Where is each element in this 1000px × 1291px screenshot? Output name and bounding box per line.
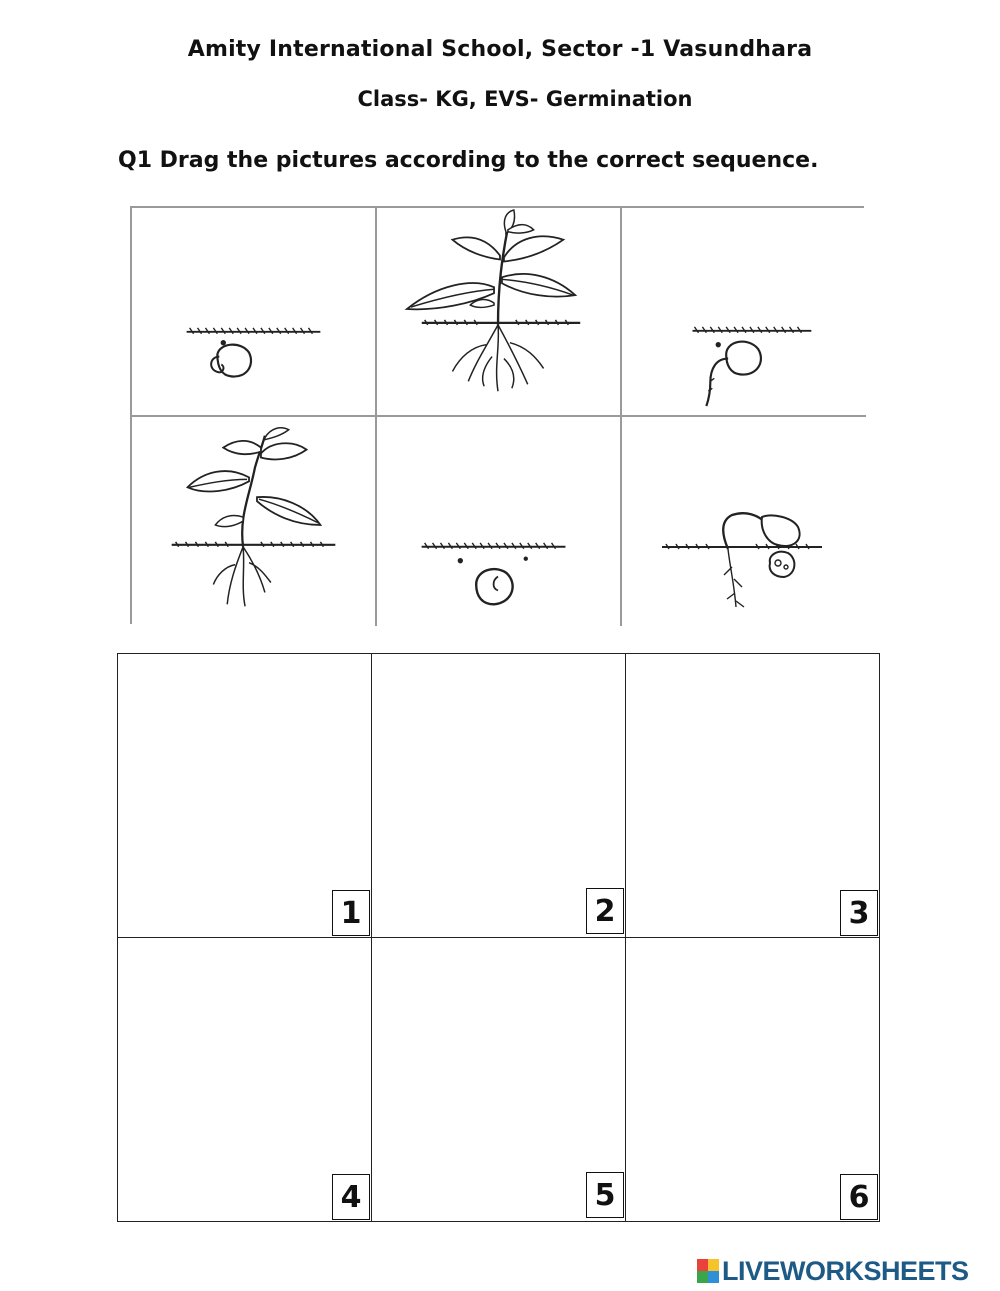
answer-slot-6[interactable] [626, 938, 879, 1221]
brand-square-yellow [708, 1259, 719, 1271]
brand-square-green [697, 1271, 708, 1283]
slot-number: 1 [332, 890, 370, 936]
seed-small-root-icon [132, 208, 375, 415]
seed-in-soil-picture[interactable] [377, 417, 622, 626]
seed-with-small-root-picture[interactable] [132, 208, 377, 417]
answer-grid [117, 653, 880, 1222]
brand-square-blue [708, 1271, 719, 1283]
answer-slot-5[interactable] [372, 938, 626, 1221]
sprouting-seedling-picture[interactable] [622, 417, 866, 626]
brand-text: LIVEWORKSHEETS [722, 1255, 969, 1286]
class-subject-line: Class- KG, EVS- Germination [357, 87, 693, 111]
sprout-icon [622, 417, 866, 626]
slot-number: 3 [840, 890, 878, 936]
answer-slot-3[interactable] [626, 654, 879, 938]
school-name: Amity International School, Sector -1 Vasundhara [187, 37, 813, 62]
grown-plant-icon [377, 208, 620, 415]
young-plant-icon [132, 417, 375, 626]
slot-number: 4 [332, 1174, 370, 1220]
answer-slot-2[interactable] [372, 654, 626, 938]
slot-number: 5 [586, 1172, 624, 1218]
slot-number: 2 [586, 888, 624, 934]
seed-icon [377, 417, 620, 626]
answer-slot-4[interactable] [118, 938, 372, 1221]
liveworksheets-icon [697, 1259, 719, 1283]
liveworksheets-logo[interactable] [697, 1256, 969, 1286]
question-text: Q1 Drag the pictures according to the correct sequence. [118, 148, 819, 173]
full-grown-plant-picture[interactable] [377, 208, 622, 417]
slot-number: 6 [840, 1174, 878, 1220]
seed-root-icon [622, 208, 866, 415]
picture-bank [130, 206, 864, 624]
answer-slot-1[interactable] [118, 654, 372, 938]
seed-with-root-picture[interactable] [622, 208, 866, 417]
brand-square-red [697, 1259, 708, 1271]
young-plant-with-leaves-picture[interactable] [132, 417, 377, 626]
